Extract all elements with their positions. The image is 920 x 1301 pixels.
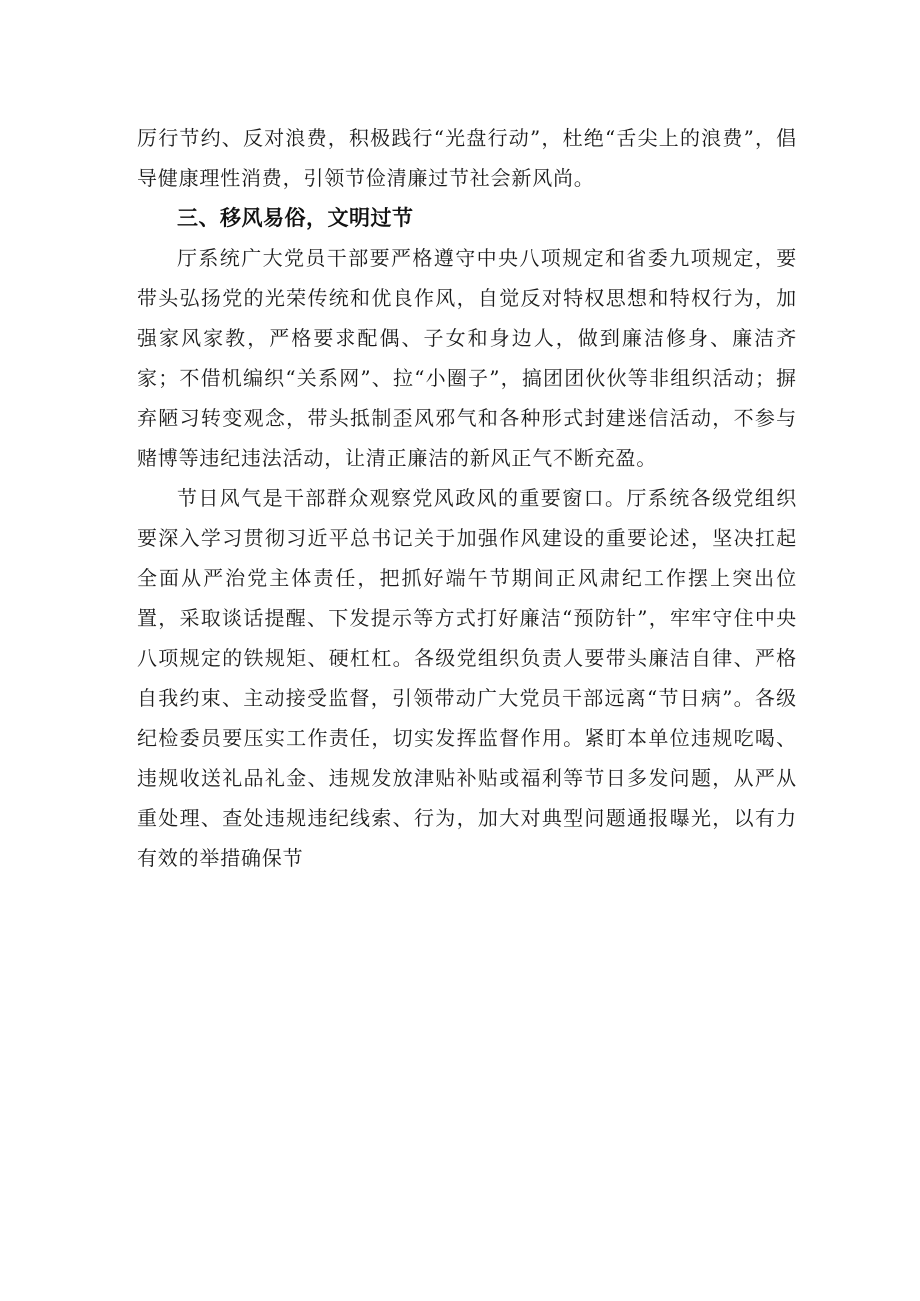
- section-heading: 三、移风易俗，文明过节: [177, 206, 414, 230]
- document-body: [137, 118, 797, 878]
- paragraph-customs: 厅系统广大党员干部要严格遵守中央八项规定和省委九项规定，要带头弘扬党的光荣传统和优良作风，自觉反对特权思想和特权行为，加强家风家教，严格要求配偶、子女和身边人，做到廉洁修身、廉洁齐家；不借机编织“关系网”、拉“小圈子”，搞团团伙伙等非组织活动；摒弃陋习转变观念，带头抵制歪风邪气和各种形式封建迷信活动，不参与赌博等违纪违法活动，让清正廉洁的新风正气不断充盈。: [137, 246, 797, 470]
- paragraph-continuation: 厉行节约、反对浪费，积极践行“光盘行动”，杜绝“舌尖上的浪费”，倡导健康理性消费，引领节俭清廉过节社会新风尚。: [137, 126, 797, 190]
- paragraph-holiday-atmosphere: 节日风气是干部群众观察党风政风的重要窗口。厅系统各级党组织要深入学习贯彻习近平总书记关于加强作风建设的重要论述，坚决扛起全面从严治党主体责任，把抓好端午节期间正风肃纪工作摆上突出位置，采取谈话提醒、下发提示等方式打好廉洁“预防针”，牢牢守住中央八项规定的铁规矩、硬杠杠。各级党组织负责人要带头廉洁自律、严格自我约束、主动接受监督，引领带动广大党员干部远离“节日病”。各级纪检委员要压实工作责任，切实发挥监督作用。紧盯本单位违规吃喝、违规收送礼品礼金、违规发放津贴补贴或福利等节日多发问题，从严从重处理、查处违规违纪线索、行为，加大对典型问题通报曝光，以有力有效的举措确保节: [137, 486, 797, 870]
